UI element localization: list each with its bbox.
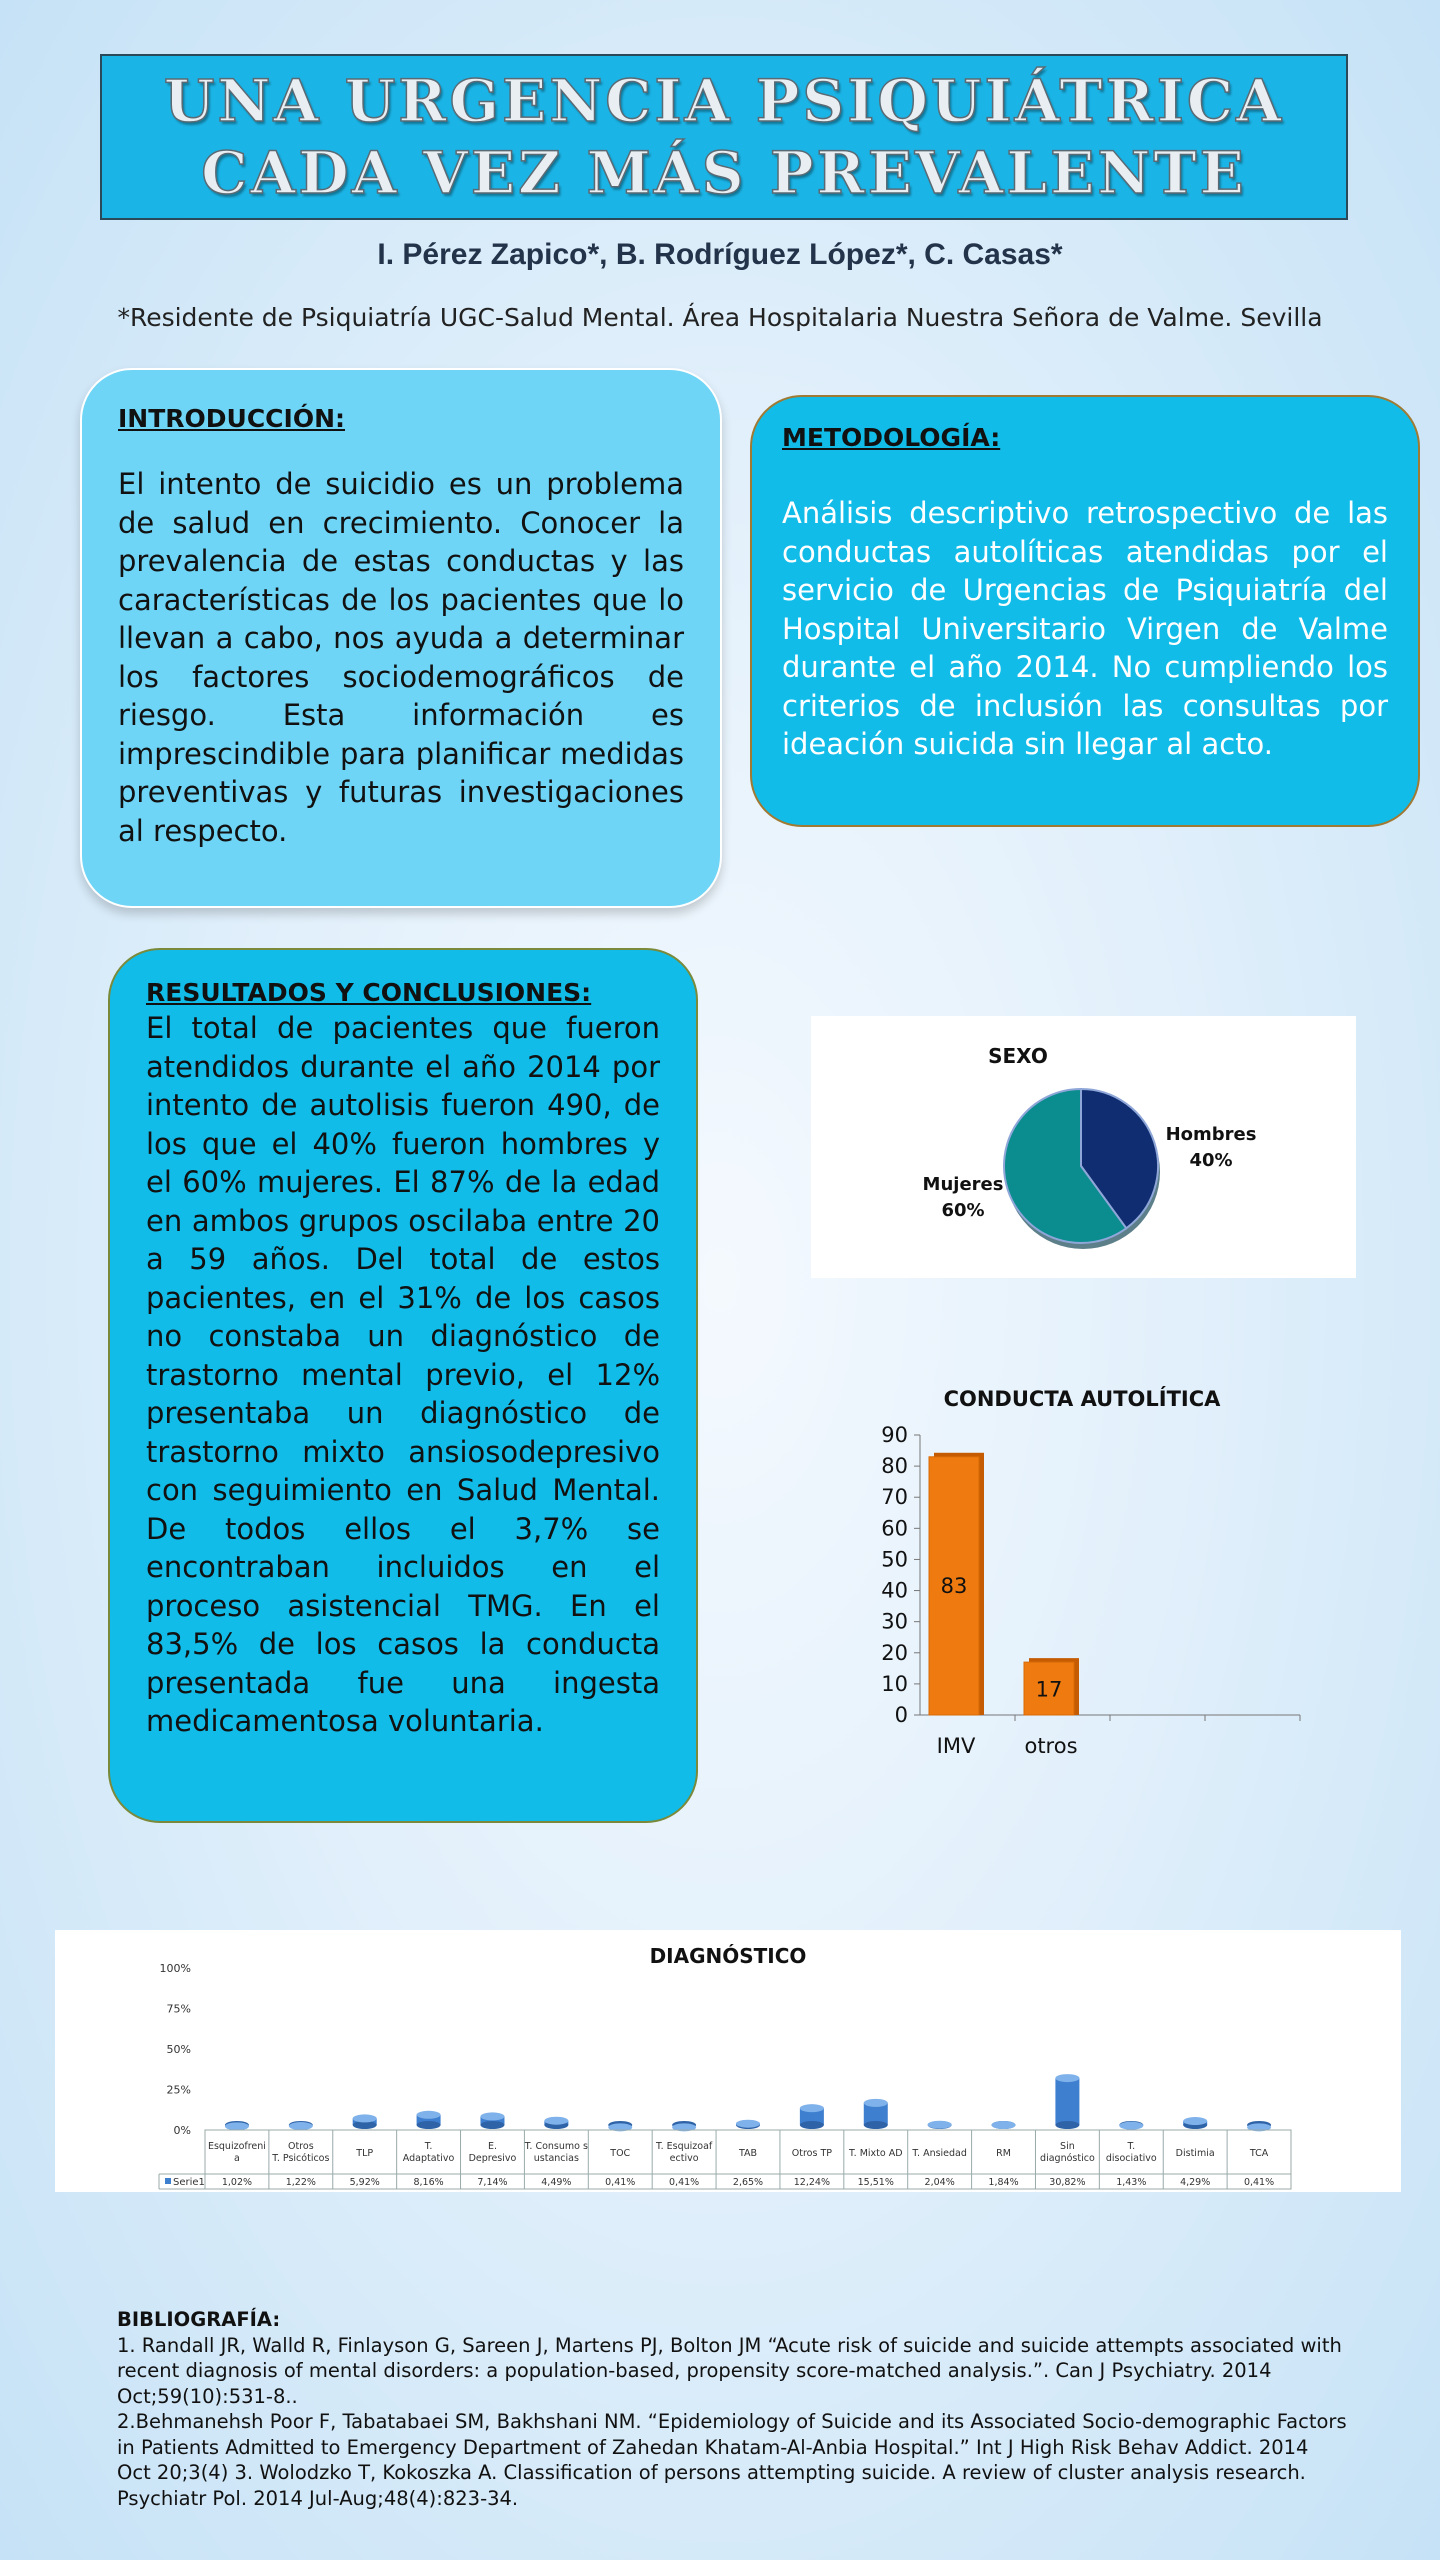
diag-y-tick-label: 100% — [159, 1962, 191, 1975]
title-line-2: CADA VEZ MÁS PREVALENTE — [201, 139, 1247, 207]
diag-bar-top — [736, 2120, 760, 2128]
diag-bar-top — [417, 2111, 441, 2119]
sex-pie-svg — [811, 1016, 1356, 1278]
diag-category-label: Distimia — [1175, 2148, 1215, 2159]
bar-y-tick-label: 40 — [881, 1578, 908, 1603]
introduction-text: El intento de suicidio es un problema de salud en crecimiento. Conocer la prevalencia de estas conductas y las características de los pacientes que lo llevan a cabo, nos ayuda a determinar los factores sociodemográficos de riesgo. Esta información es imprescindible para planificar medidas preventivas y futuras investigaciones al respecto. — [118, 467, 684, 848]
diag-bar-top — [800, 2104, 824, 2112]
diag-bar-base — [800, 2121, 824, 2129]
diag-legend-label: Serie1 — [173, 2177, 205, 2188]
diag-bar-base — [1055, 2121, 1079, 2129]
bar-y-tick-label: 50 — [881, 1547, 908, 1572]
diag-bar-top — [1183, 2117, 1207, 2125]
pie-label-mujeres: Mujeres — [922, 1174, 1004, 1195]
diag-y-tick-label: 0% — [173, 2124, 191, 2137]
diag-bar-top — [353, 2114, 377, 2122]
diag-bar-base — [480, 2121, 504, 2129]
diag-y-tick-label: 25% — [166, 2083, 191, 2097]
pie-label-hombres: Hombres — [1165, 1124, 1257, 1145]
diag-bar-top — [992, 2121, 1016, 2129]
diag-category-label: Depresivo — [468, 2153, 517, 2164]
pie-value-hombres: 40% — [1189, 1150, 1233, 1171]
diag-value-label: 2,65% — [732, 2177, 764, 2188]
sex-pie-chart — [811, 1016, 1356, 1278]
diag-category-label: T. Ansiedad — [912, 2148, 967, 2159]
bar-y-tick-label: 30 — [881, 1609, 908, 1634]
diag-category-label: ustancias — [533, 2153, 579, 2164]
diag-value-label: 5,92% — [349, 2177, 380, 2188]
diag-legend-swatch — [165, 2178, 171, 2184]
bar-y-tick-label: 60 — [881, 1516, 908, 1541]
diag-category-label: TLP — [356, 2148, 374, 2159]
diag-category-label: T. Esquizoaf — [655, 2141, 713, 2152]
diag-y-tick-label: 75% — [166, 2002, 191, 2016]
diag-category-label: ectivo — [669, 2153, 699, 2164]
bar-category-label: IMV — [936, 1734, 976, 1758]
diag-category-label: T. Mixto AD — [848, 2148, 903, 2159]
methodology-box — [750, 395, 1420, 827]
bar-y-tick-label: 20 — [881, 1640, 908, 1665]
diag-bar-base — [864, 2121, 888, 2129]
diag-value-label: 8,16% — [413, 2177, 444, 2188]
diag-value-label: 12,24% — [793, 2177, 830, 2188]
bar-y-tick-label: 0 — [894, 1703, 908, 1727]
results-box — [108, 948, 698, 1823]
diag-bar — [1055, 2078, 1079, 2125]
bibliography-heading: BIBLIOGRAFÍA: — [117, 2308, 281, 2331]
diag-bar-base — [417, 2121, 441, 2129]
bar-value-label: 17 — [1035, 1677, 1063, 1702]
diag-category-label: TAB — [738, 2148, 758, 2159]
results-heading: RESULTADOS Y CONCLUSIONES: — [146, 978, 592, 1007]
diag-category-label: T. — [1127, 2141, 1136, 2152]
authors: I. Pérez Zapico*, B. Rodríguez López*, C. Casas* — [377, 238, 1063, 271]
diag-value-label: 1,02% — [221, 2177, 253, 2188]
bibliography-ref-1: 1. Randall JR, Walld R, Finlayson G, Sareen J, Martens PJ, Bolton JM “Acute risk of suicide and suicide attempts associated with recent diagnosis of mental disorders: a population-based, propensity score-matched analysis.”. Can J Psychiatry. 2014 Oct;59(10):531-8.. — [117, 2333, 1342, 2408]
diag-value-label: 4,29% — [1180, 2177, 1211, 2188]
bar-y-tick-label: 70 — [881, 1485, 908, 1510]
diag-category-label: diagnóstico — [1040, 2153, 1095, 2164]
diagnosis-chart-title: DIAGNÓSTICO — [649, 1944, 807, 1968]
diag-bar-top — [225, 2122, 249, 2130]
diag-value-label: 30,82% — [1049, 2177, 1086, 2188]
diag-category-label: E. — [487, 2141, 497, 2152]
diag-bar-top — [289, 2122, 313, 2130]
diag-bar-top — [1119, 2122, 1143, 2130]
diag-category-label: Otros TP — [791, 2148, 832, 2159]
behaviour-bar-svg — [820, 1370, 1320, 1770]
diag-value-label: 0,41% — [669, 2177, 700, 2188]
diag-bar-top — [480, 2112, 504, 2120]
diag-category-label: TOC — [610, 2148, 631, 2159]
pie-title: SEXO — [988, 1044, 1048, 1068]
diag-category-label: Sin — [1060, 2141, 1075, 2152]
diag-category-label: T. Psicóticos — [272, 2153, 330, 2164]
diag-category-label: TCA — [1249, 2148, 1269, 2159]
title-banner — [100, 54, 1348, 220]
bar-y-tick-label: 80 — [881, 1454, 908, 1479]
bar-chart-title: CONDUCTA AUTOLÍTICA — [943, 1387, 1221, 1411]
title-line-1: UNA URGENCIA PSIQUIÁTRICA — [163, 67, 1285, 135]
pie-value-mujeres: 60% — [941, 1200, 985, 1221]
behaviour-bar-chart — [820, 1370, 1320, 1770]
introduction-box — [80, 368, 722, 908]
diag-value-label: 0,41% — [1243, 2177, 1275, 2188]
diag-y-tick-label: 50% — [166, 2043, 191, 2056]
diag-category-label: RM — [996, 2148, 1011, 2159]
diag-value-label: 1,22% — [285, 2177, 316, 2188]
diag-category-label: a — [234, 2153, 240, 2164]
results-text: El total de pacientes que fueron atendidos durante el año 2014 por intento de autolisis fueron 490, de los que el 40% fueron hombres y el 60% mujeres. El 87% de la edad en ambos grupos oscilaba entre 20 a 59 años. Del total de estos pacientes, en el 31% de los casos no constaba un diagnóstico de trastorno mental previo, el 12% presentaba un diagnóstico de trastorno mixto ansiosodepresivo con seguimiento en Salud Mental. De todos ellos el 3,7% se encontraban incluidos en el proceso asistencial TMG. En el 83,5% de los casos la conducta presentada fue una ingesta medicamentosa voluntaria. — [146, 1011, 660, 1738]
methodology-heading: METODOLOGÍA: — [782, 423, 1001, 452]
diag-value-label: 0,41% — [605, 2177, 636, 2188]
diag-bar-top — [864, 2099, 888, 2107]
diagnosis-bar-chart — [55, 1930, 1401, 2192]
diag-value-label: 4,49% — [541, 2177, 572, 2188]
diag-category-label: Adaptativo — [402, 2153, 455, 2164]
methodology-text: Análisis descriptivo retrospectivo de las conductas autolíticas atendidas por el servicio de Urgencias de Psiquiatría del Hospital Universitario Virgen de Valme durante el año 2014. No cumpliendo los criterios de inclusión las consultas por ideación suicida sin llegar al acto. — [782, 496, 1388, 761]
bar-y-tick-label: 90 — [881, 1423, 908, 1447]
diag-value-label: 7,14% — [477, 2177, 508, 2188]
bibliography — [117, 2307, 1347, 2511]
diag-category-label: T. — [424, 2141, 433, 2152]
diag-category-label: T. Consumo s — [524, 2141, 588, 2152]
diag-category-label: Esquizofreni — [207, 2141, 266, 2152]
diag-value-label: 1,43% — [1116, 2177, 1147, 2188]
diag-bar-top — [1055, 2074, 1079, 2082]
diag-value-label: 15,51% — [857, 2177, 894, 2188]
diag-category-label: Otros — [287, 2141, 314, 2152]
diag-category-label: disociativo — [1105, 2153, 1157, 2164]
bar-category-label: otros — [1024, 1734, 1078, 1758]
diagnosis-bar-svg — [55, 1930, 1401, 2192]
introduction-heading: INTRODUCCIÓN: — [118, 404, 346, 433]
affiliation: *Residente de Psiquiatría UGC-Salud Mental. Área Hospitalaria Nuestra Señora de Valme. Sevilla — [117, 303, 1323, 332]
diag-bar-top — [544, 2117, 568, 2125]
bar-value-label: 83 — [940, 1573, 968, 1598]
bibliography-ref-2: 2.Behmanehsh Poor F, Tabatabaei SM, Bakhshani NM. “Epidemiology of Suicide and its Associated Socio-demographic Factors in Patients Admitted to Emergency Department of Zahedan Khatam-Al-Anbia Hospital.” Int J High Risk Behav Addict. 2014 Oct 20;3(4) 3. Wolodzko T, Kokoszka A. Classification of persons attempting suicide. A review of cluster analysis research. Psychiatr Pol. 2014 Jul-Aug;48(4):823-34. — [117, 2410, 1347, 2510]
diag-bar-top — [928, 2121, 952, 2129]
diag-value-label: 2,04% — [924, 2177, 955, 2188]
bar-y-tick-label: 10 — [881, 1671, 908, 1696]
diag-value-label: 1,84% — [988, 2177, 1019, 2188]
